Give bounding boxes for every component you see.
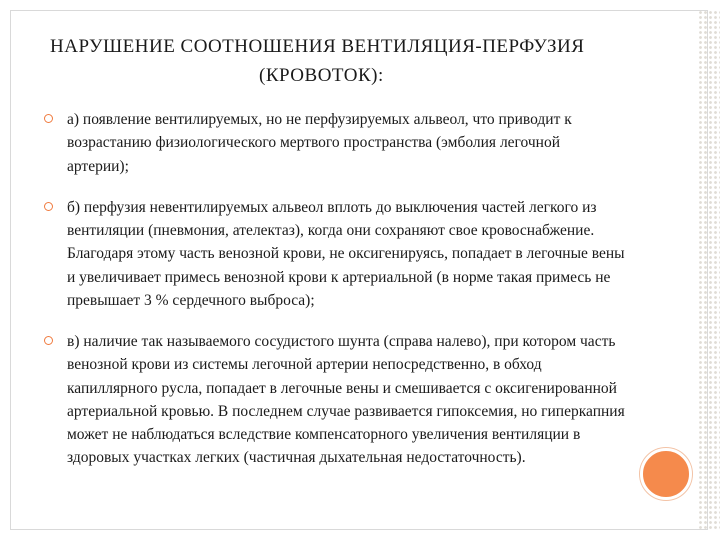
bullet-text: в) наличие так называемого сосудистого шунта (справа налево), при котором часть венозной крови из системы легочной артерии непосредственно, в обход капиллярного русла, попадает в легочные вены и смешивается с оксигенированной артериальной кровью. В последнем случае развивается гипоксемия, но гиперкапния может не наблюдаться вследствие компенсаторного увеличения вентиляции в здоровых участках легких (частичная дыхательная недостаточность). bbox=[67, 333, 625, 467]
bullet-item-c bbox=[40, 330, 625, 470]
slide-title bbox=[40, 32, 640, 91]
bullet-list bbox=[40, 108, 625, 488]
bullet-item-a bbox=[40, 108, 625, 178]
title-line-2: (КРОВОТОК): bbox=[259, 65, 384, 87]
title-line-1: НАРУШЕНИЕ СООТНОШЕНИЯ ВЕНТИЛЯЦИЯ-ПЕРФУЗИЯ bbox=[50, 36, 585, 57]
bullet-text: а) появление вентилируемых, но не перфузируемых альвеол, что приводит к возрастанию физиологического мертвого пространства (эмболия легочной артерии); bbox=[67, 111, 572, 175]
bullet-circle-icon bbox=[44, 202, 53, 211]
bullet-item-b bbox=[40, 196, 625, 312]
dotted-border-decoration bbox=[698, 10, 720, 530]
bullet-circle-icon bbox=[44, 114, 53, 123]
orange-circle-decoration bbox=[640, 448, 692, 500]
bullet-text: б) перфузия невентилируемых альвеол вплоть до выключения частей легкого из вентиляции (пневмония, ателектаз), когда они сохраняют свое кровоснабжение. Благодаря этому часть венозной крови, не оксигенируясь, попадает в легочные вены и увеличивает примесь венозной крови к артериальной (в норме такая примесь не превышает 3 % сердечного выброса); bbox=[67, 198, 625, 309]
bullet-circle-icon bbox=[44, 336, 53, 345]
